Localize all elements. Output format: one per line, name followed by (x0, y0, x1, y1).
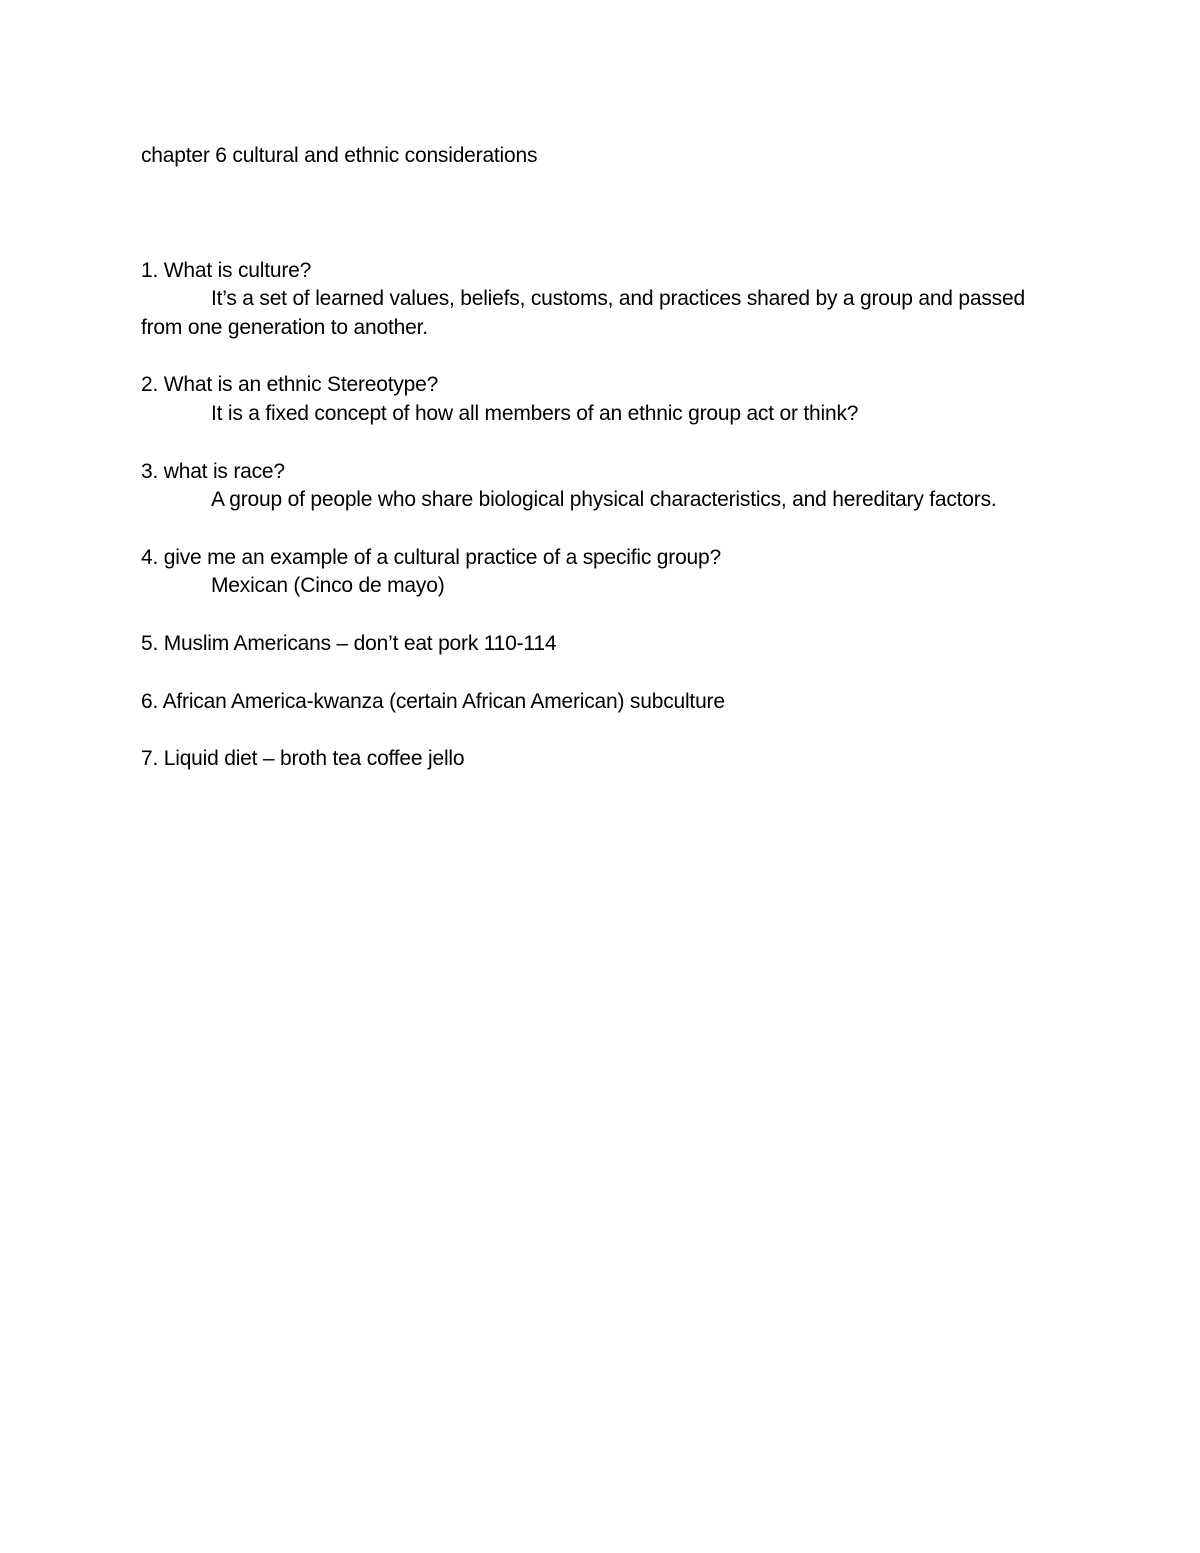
qa-item-1 (141, 257, 1061, 343)
note-item-7 (141, 745, 1061, 774)
question-1: 1. What is culture? (141, 258, 312, 282)
note-5: 5. Muslim Americans – don’t eat pork 110-114 (141, 631, 557, 655)
qa-item-3 (141, 458, 1061, 515)
answer-2: It is a fixed concept of how all members of an ethnic group act or think? (211, 401, 859, 425)
answer-3: A group of people who share biological physical characteristics, and hereditary factors. (211, 488, 997, 512)
note-item-5 (141, 630, 1061, 659)
note-6: 6. African America-kwanza (certain African American) subculture (141, 689, 725, 713)
answer-4: Mexican (Cinco de mayo) (211, 574, 445, 598)
document-body (141, 142, 1061, 803)
qa-item-2 (141, 371, 1061, 428)
question-4: 4. give me an example of a cultural practice of a specific group? (141, 545, 721, 569)
answer-1: It’s a set of learned values, beliefs, customs, and practices shared by a group and passed from one generation to another. (141, 287, 1025, 339)
note-7: 7. Liquid diet – broth tea coffee jello (141, 747, 465, 771)
question-2: 2. What is an ethnic Stereotype? (141, 373, 439, 397)
title-spacing (141, 171, 1061, 257)
question-3: 3. what is race? (141, 459, 285, 483)
note-item-6 (141, 688, 1061, 717)
qa-item-4 (141, 544, 1061, 601)
document-title: chapter 6 cultural and ethnic considerations (141, 144, 538, 167)
